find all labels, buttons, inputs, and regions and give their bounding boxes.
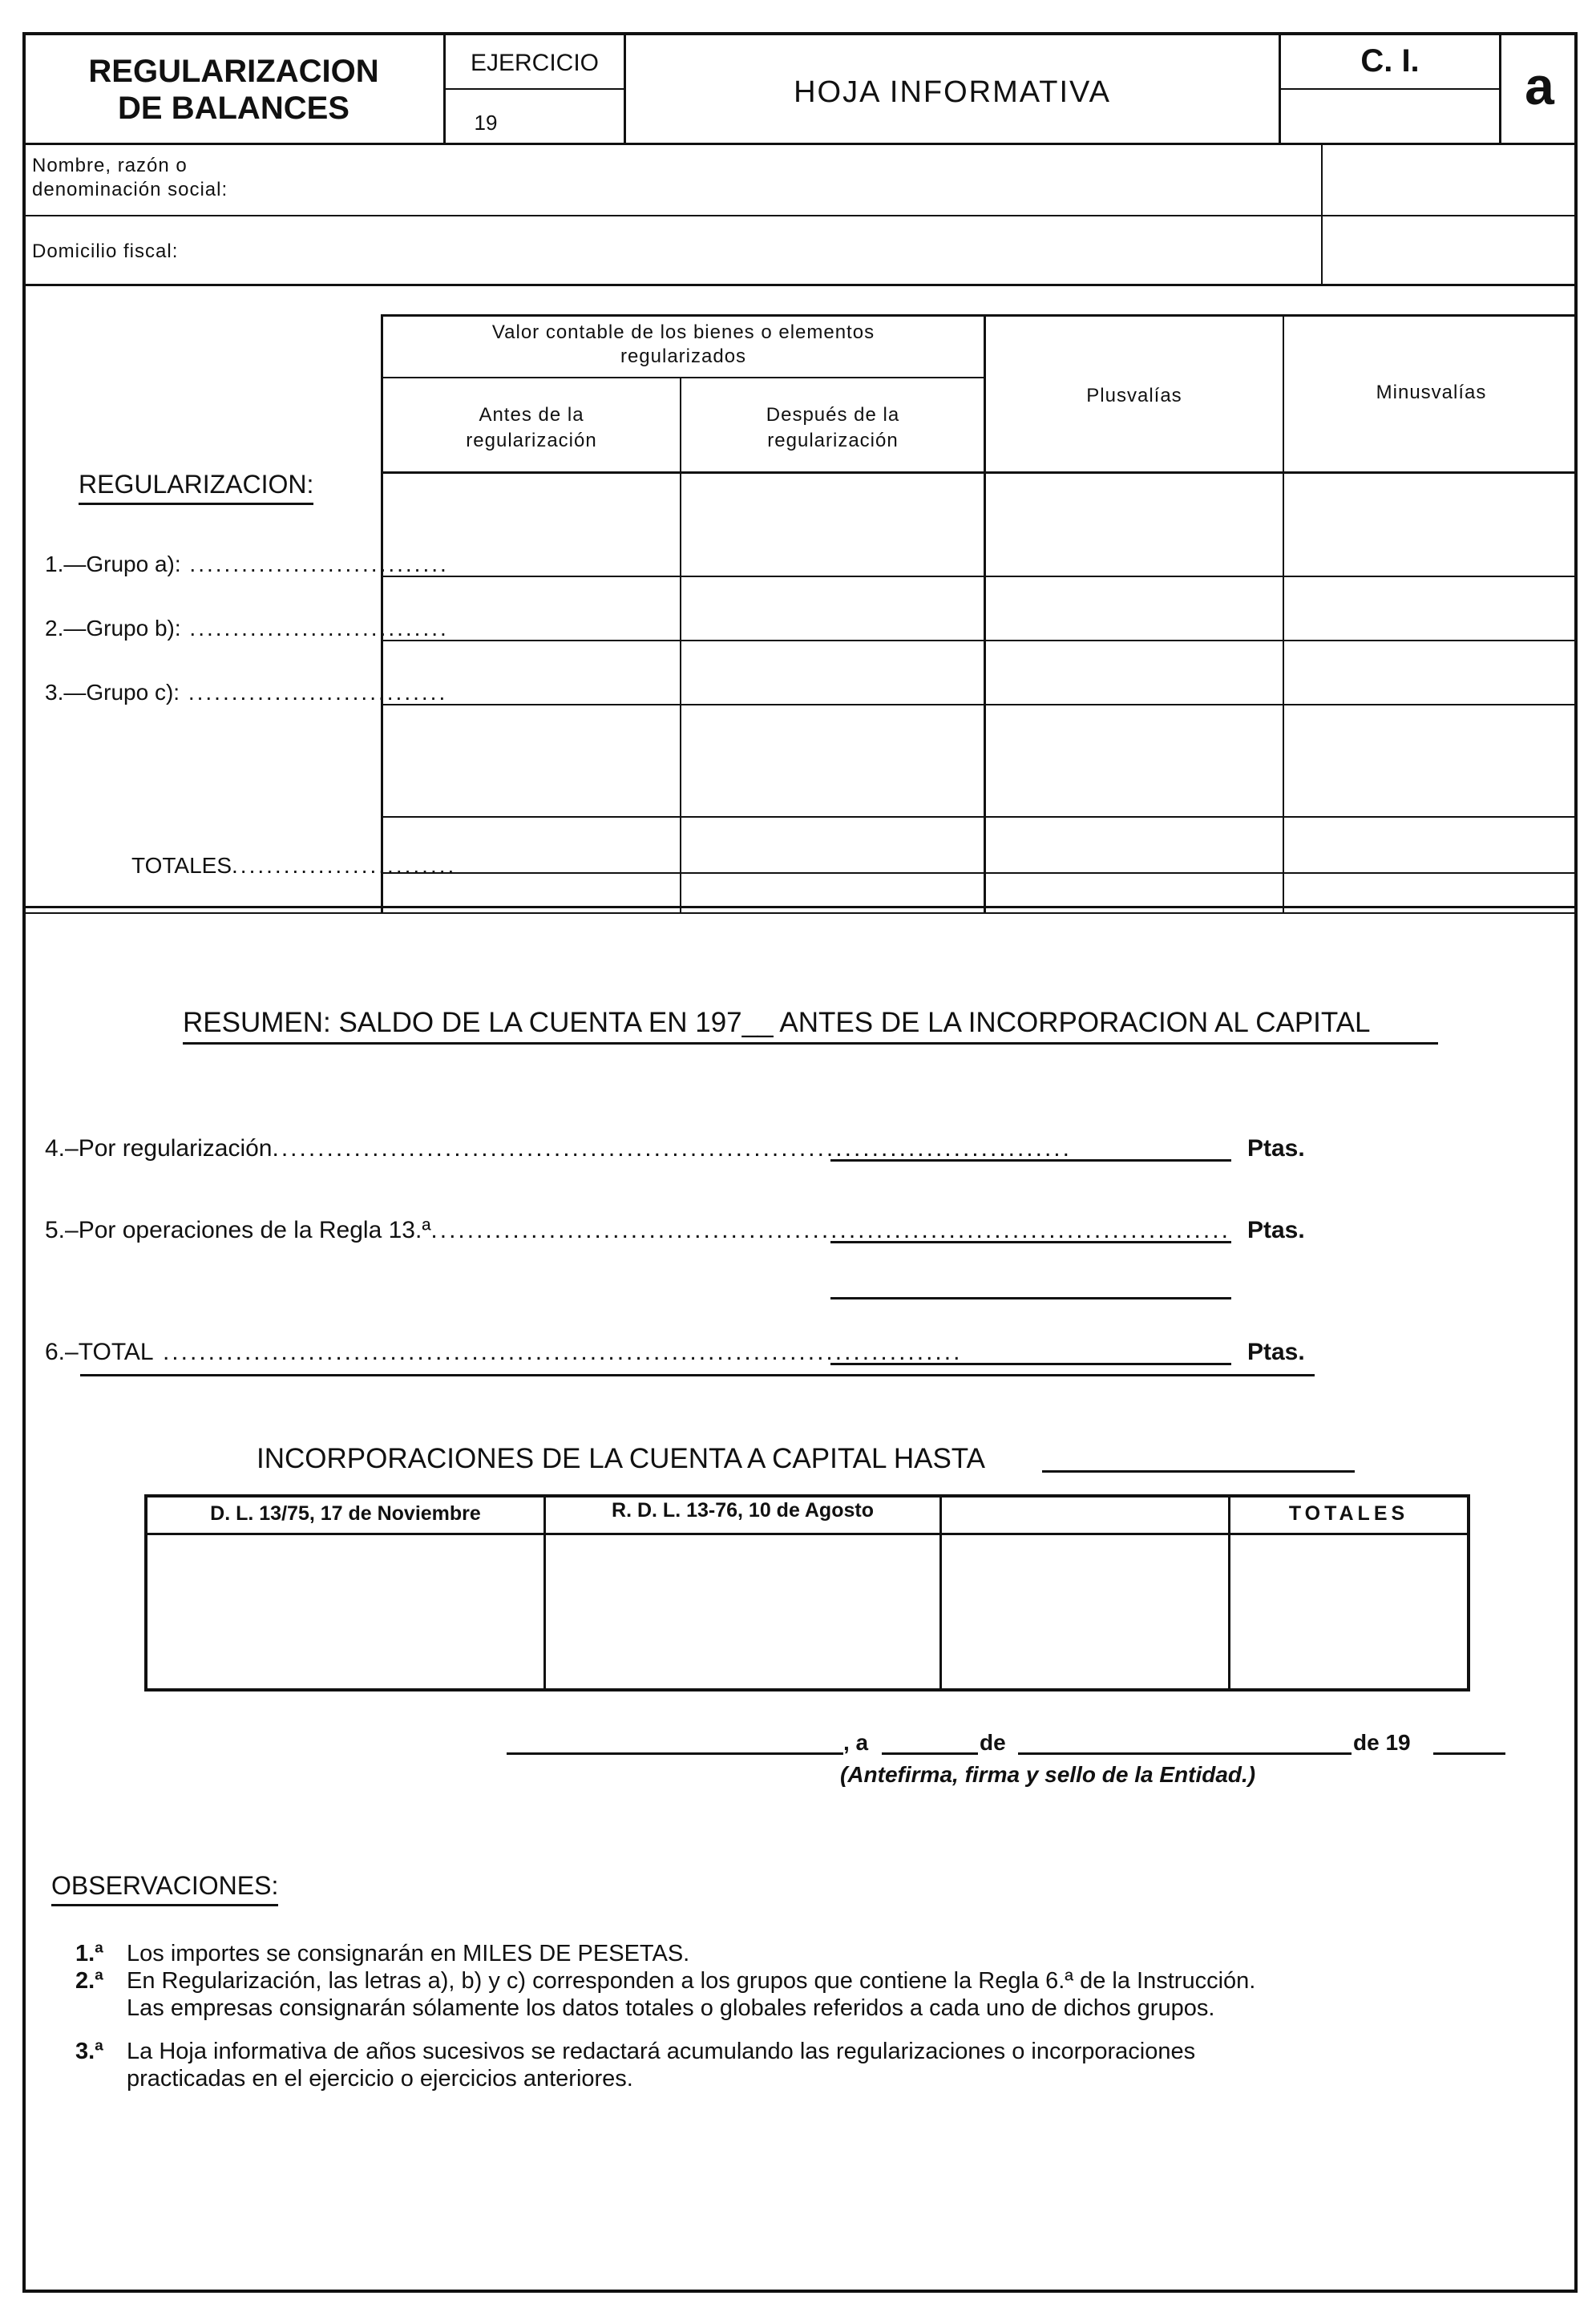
signature-caption: (Antefirma, firma y sello de la Entidad.) [840,1762,1256,1787]
ejercicio-value: 19 [474,111,498,135]
dot-leader: .............................. [180,616,449,641]
form-title-line1: REGULARIZACION [88,54,379,89]
observacion-text: practicadas en el ejercicio o ejercicios anteriores. [127,2066,633,2092]
dot-leader: .............................. [180,552,449,576]
table-row-line [381,816,1578,818]
incorporaciones-col-line [543,1494,546,1691]
incorporaciones-cell-dl[interactable] [149,1538,542,1687]
nombre-label-line1: Nombre, razón o [32,155,188,176]
header-bottom-line [22,143,1578,145]
observacion-num: 3.ª [75,2039,103,2064]
col-antes-line2: regularización [466,430,597,451]
ejercicio-divider [443,88,624,90]
ptas-label: Ptas. [1247,1135,1305,1162]
domicilio-label: Domicilio fiscal: [32,240,179,262]
observacion-item [75,2038,1566,2092]
col-despues-line1: Después de la [766,404,900,426]
row-label-text: 3.—Grupo c): [45,680,180,705]
amount-field-total[interactable] [830,1363,1231,1365]
observaciones-title: OBSERVACIONES: [51,1871,278,1906]
resumen-line-5 [45,1217,1230,1244]
table-subheader-line [381,377,984,378]
col-header-antes [383,402,680,454]
place-field[interactable] [507,1752,843,1755]
field-divider [22,215,1578,216]
resumen-line-6-label: 6.–TOTAL [45,1339,154,1365]
table-header-bottom [381,471,1578,474]
row-label-totales [131,853,457,879]
subtotal-line [830,1297,1231,1299]
row-label-grupo-a [45,552,449,577]
domicilio-field[interactable] [208,224,1307,273]
date-year-label: de 19 [1353,1730,1411,1755]
col-antes-line1: Antes de la [479,404,584,426]
row-label-grupo-c [45,680,448,705]
dot-leader: .......................... [232,853,457,878]
resumen-title: RESUMEN: SALDO DE LA CUENTA EN 197__ ANTES DE LA INCORPORACION AL CAPITAL [183,1007,1438,1045]
incorporaciones-col-rdl: R. D. L. 13-76, 10 de Agosto [612,1499,874,1522]
resumen-line-6 [45,1339,963,1366]
hoja-title: HOJA INFORMATIVA [794,75,1111,109]
row-label-text: 1.—Grupo a): [45,552,181,576]
incorporaciones-cell-blank[interactable] [943,1538,1226,1687]
amount-field-5[interactable] [830,1241,1231,1243]
dot-leader: .............................. [180,680,448,705]
observacion-num: 2.ª [75,1968,103,1994]
table-row-line [381,704,1578,705]
row-label-text: 2.—Grupo b): [45,616,181,641]
observacion-item [75,1967,1566,2022]
form-title-line2: DE BALANCES [118,91,350,126]
dot-leader: ........................................................................................ [272,1135,1072,1162]
nombre-label [32,154,228,202]
observacion-text: Los importes se consignarán en MILES DE PESETAS. [127,1941,690,1966]
dot-leader: ........................................................................................ [430,1217,1230,1243]
observaciones-list [75,1940,1566,2092]
observacion-item [75,1940,1566,1967]
form-letter: a [1525,56,1554,115]
row-label-grupo-b [45,616,449,641]
row-label-text: TOTALES [131,853,232,878]
incorporaciones-col-dl: D. L. 13/75, 17 de Noviembre [210,1502,481,1525]
incorporaciones-header-line [144,1533,1470,1535]
form-title [24,53,443,127]
observacion-text: Las empresas consignarán sólamente los datos totales o globales referidos a cada uno de dichos grupos. [127,1995,1215,2021]
col-despues-line2: regularización [767,430,899,451]
nombre-label-line2: denominación social: [32,179,228,200]
table-bottom-double [22,912,1578,914]
dot-leader: ........................................................................................ [153,1339,963,1365]
resumen-line-4 [45,1135,1072,1162]
observacion-text-block [127,2038,1195,2092]
table-col-line [680,377,681,912]
table-row-line [381,576,1578,577]
observacion-num: 1.ª [75,1941,103,1966]
observacion-text-block [127,1967,1255,2022]
observacion-text: La Hoja informativa de años sucesivos se redactará acumulando las regularizaciones o incorporaciones [127,2039,1196,2064]
regularizacion-section-label: REGULARIZACION: [79,470,313,505]
col-header-despues [682,402,984,454]
observacion-text: En Regularización, las letras a), b) y c) corresponden a los grupos que contiene la Regla 6.ª de la Instrucción. [127,1968,1256,1994]
day-field[interactable] [882,1752,978,1755]
month-field[interactable] [1018,1752,1352,1755]
incorporaciones-col-totales: TOTALES [1288,1502,1409,1525]
ptas-label: Ptas. [1247,1339,1305,1365]
group-header [383,321,984,369]
col-header-minusvalias: Minusvalías [1376,382,1487,403]
ci-label: C. I. [1360,43,1420,79]
field-side-divider [1321,143,1323,284]
nombre-field[interactable] [248,160,1307,208]
col-header-plusvalias: Plusvalías [1086,385,1182,406]
resumen-line-5-label: 5.–Por operaciones de la Regla 13.ª [45,1217,431,1243]
field-divider [22,284,1578,286]
date-de-label: de [980,1730,1006,1755]
ejercicio-label: EJERCICIO [470,50,600,76]
table-row-line [381,872,1578,874]
group-header-line2: regularizados [620,346,747,367]
ci-divider [1279,88,1499,90]
table-row-line [381,640,1578,641]
incorporaciones-cell-totales[interactable] [1231,1538,1465,1687]
group-header-line1: Valor contable de los bienes o elementos [491,321,875,343]
year-field[interactable] [1433,1752,1505,1755]
incorporaciones-title: INCORPORACIONES DE LA CUENTA A CAPITAL HASTA [257,1443,985,1474]
total-underline [80,1374,1315,1376]
table-col-line [1283,314,1284,912]
table-top-line [381,314,1578,317]
table-bottom-line [22,906,1578,908]
amount-field-4[interactable] [830,1159,1231,1162]
resumen-line-4-label: 4.–Por regularización [45,1135,273,1162]
incorporaciones-cell-rdl[interactable] [547,1538,938,1687]
incorporaciones-col-line [939,1494,942,1691]
ptas-label: Ptas. [1247,1217,1305,1243]
incorporaciones-hasta-field[interactable] [1042,1470,1355,1473]
date-a-label: , a [843,1730,869,1755]
